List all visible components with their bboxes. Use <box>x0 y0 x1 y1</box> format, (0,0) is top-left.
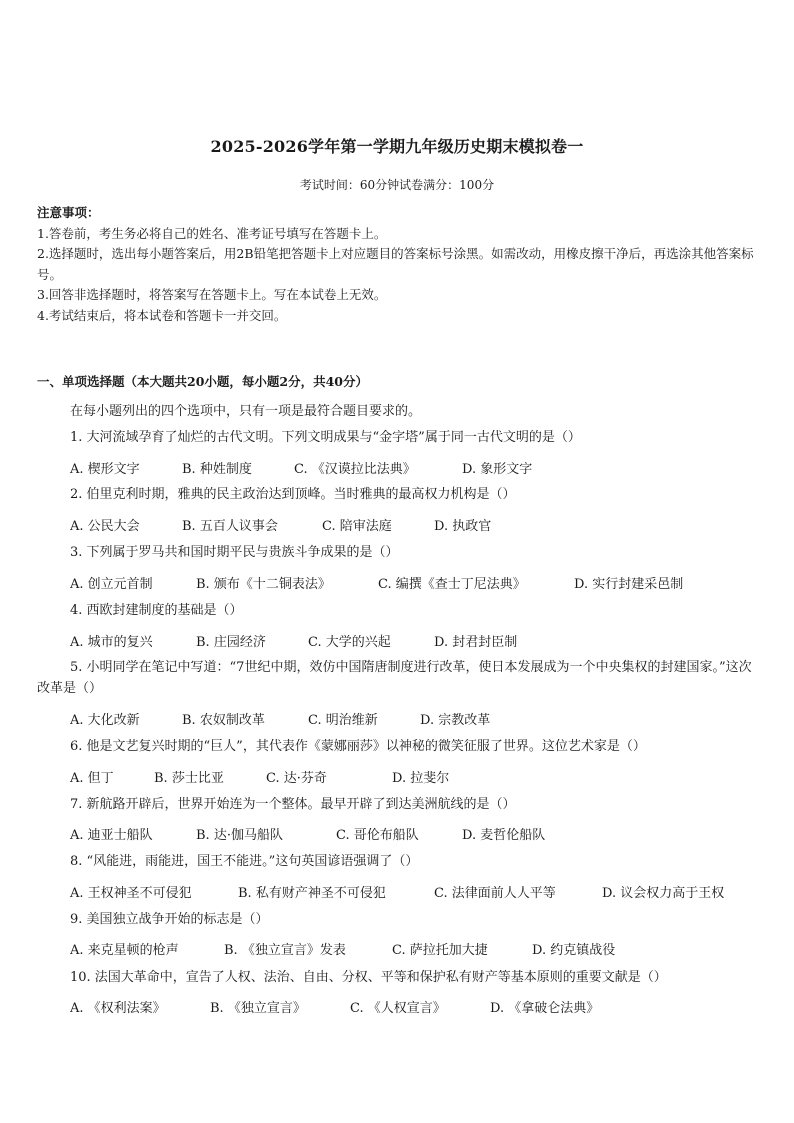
option: D. 宗教改革 <box>420 713 491 728</box>
option: B. 《独立宣言》发表 <box>224 943 346 958</box>
question-options <box>70 997 599 1016</box>
section-intro: 在每小题列出的四个选项中，只有一项是最符合题目要求的。 <box>70 404 422 419</box>
question-options <box>70 824 545 843</box>
notice-heading: 注意事项： <box>37 205 100 220</box>
option: D. 象形文字 <box>462 462 533 477</box>
question-stem: 2. 伯里克利时期，雅典的民主政治达到顶峰。当时雅典的最高权力机构是（） <box>70 487 516 502</box>
option: C. 大学的兴起 <box>308 635 391 650</box>
notice-block <box>37 203 761 326</box>
question-options <box>70 515 491 534</box>
option: A. 创立元首制 <box>70 577 153 592</box>
option: B. 农奴制改革 <box>182 713 265 728</box>
option: C. 《人权宣言》 <box>350 1001 446 1016</box>
option: B. 莎士比亚 <box>154 771 224 786</box>
question-stem: 8. “风能进，雨能进，国王不能进。”这句英国谚语强调了（） <box>70 854 419 869</box>
question-stem: 7. 新航路开辟后，世界开始连为一个整体。最早开辟了到达美洲航线的是（） <box>70 797 516 812</box>
option: D. 议会权力高于王权 <box>602 886 725 901</box>
option: B. 颁布《十二铜表法》 <box>196 577 331 592</box>
option: A. 但丁 <box>70 771 114 786</box>
question-stem: 10. 法国大革命中，宣告了人权、法治、自由、分权、平等和保护私有财产等基本原则的重要文献是（） <box>70 970 667 985</box>
option: B. 《独立宣言》 <box>210 1001 306 1016</box>
exam-info: 考试时间：60分钟试卷满分：100分 <box>299 178 495 192</box>
notice-item: 2.选择题时，选出每小题答案后，用2B铅笔把答题卡上对应题目的答案标号涂黑。如需改动，用橡皮擦干净后，再选涂其他答案标号。 <box>37 246 754 282</box>
question-options <box>70 939 615 958</box>
option: D. 执政官 <box>434 519 492 534</box>
question-options <box>70 458 532 477</box>
question-stem: 9. 美国独立战争开始的标志是（） <box>70 912 269 927</box>
question-stem: 1. 大河流域孕育了灿烂的古代文明。下列文明成果与“金字塔”属于同一古代文明的是（） <box>70 430 581 445</box>
question-stem: 5. 小明同学在笔记中写道：“7世纪中期，效仿中国隋唐制度进行改革，使日本发展成为一个中央集权的封建国家。”这次改革是（） <box>37 660 752 696</box>
option: D. 实行封建采邑制 <box>574 577 684 592</box>
option: D. 拉斐尔 <box>392 771 450 786</box>
question-options <box>70 882 724 901</box>
option: A. 大化改新 <box>70 713 140 728</box>
question-stem: 6. 他是文艺复兴时期的“巨人”，其代表作《蒙娜丽莎》以神秘的微笑征服了世界。这位艺术家是（） <box>70 739 646 754</box>
option: B. 达·伽马船队 <box>196 828 283 843</box>
notice-item: 3.回答非选择题时，将答案写在答题卡上。写在本试卷上无效。 <box>37 287 387 302</box>
option: A. 来克星顿的枪声 <box>70 943 179 958</box>
question-options <box>70 631 517 650</box>
question-stem: 3. 下列属于罗马共和国时期平民与贵族斗争成果的是（） <box>70 545 399 560</box>
option: A. 《权利法案》 <box>70 1001 166 1016</box>
question-stem: 4. 西欧封建制度的基础是（） <box>70 603 243 618</box>
option: C. 法律面前人人平等 <box>434 886 556 901</box>
option: B. 种姓制度 <box>182 462 252 477</box>
notice-item: 1.答卷前，考生务必将自己的姓名、准考证号填写在答题卡上。 <box>37 225 387 241</box>
question-options <box>70 767 449 786</box>
option: C. 达·芬奇 <box>266 771 327 786</box>
page-title: 2025-2026学年第一学期九年级历史期末模拟卷一 <box>210 137 584 156</box>
option: B. 庄园经济 <box>196 635 266 650</box>
option: C. 编撰《查士丁尼法典》 <box>378 577 526 592</box>
option: C. 陪审法庭 <box>322 519 392 534</box>
option: A. 王权神圣不可侵犯 <box>70 886 192 901</box>
section-heading: 一、单项选择题（本大题共20小题，每小题2分，共40分） <box>37 374 368 389</box>
question-options <box>70 573 683 592</box>
option: D. 麦哲伦船队 <box>462 828 546 843</box>
notice-item: 4.考试结束后，将本试卷和答题卡一并交回。 <box>37 307 287 323</box>
option: A. 楔形文字 <box>70 462 140 477</box>
option: A. 迪亚士船队 <box>70 828 153 843</box>
option: C. 萨拉托加大捷 <box>392 943 488 958</box>
option: A. 城市的复兴 <box>70 635 153 650</box>
question-options <box>70 709 490 728</box>
option: B. 五百人议事会 <box>182 519 278 534</box>
option: B. 私有财产神圣不可侵犯 <box>238 886 386 901</box>
option: D. 约克镇战役 <box>532 943 616 958</box>
option: C. 哥伦布船队 <box>336 828 419 843</box>
option: A. 公民大会 <box>70 519 140 534</box>
option: D. 《拿破仑法典》 <box>490 1001 600 1016</box>
option: C. 《汉谟拉比法典》 <box>294 462 416 477</box>
option: C. 明治维新 <box>308 713 378 728</box>
option: D. 封君封臣制 <box>434 635 518 650</box>
